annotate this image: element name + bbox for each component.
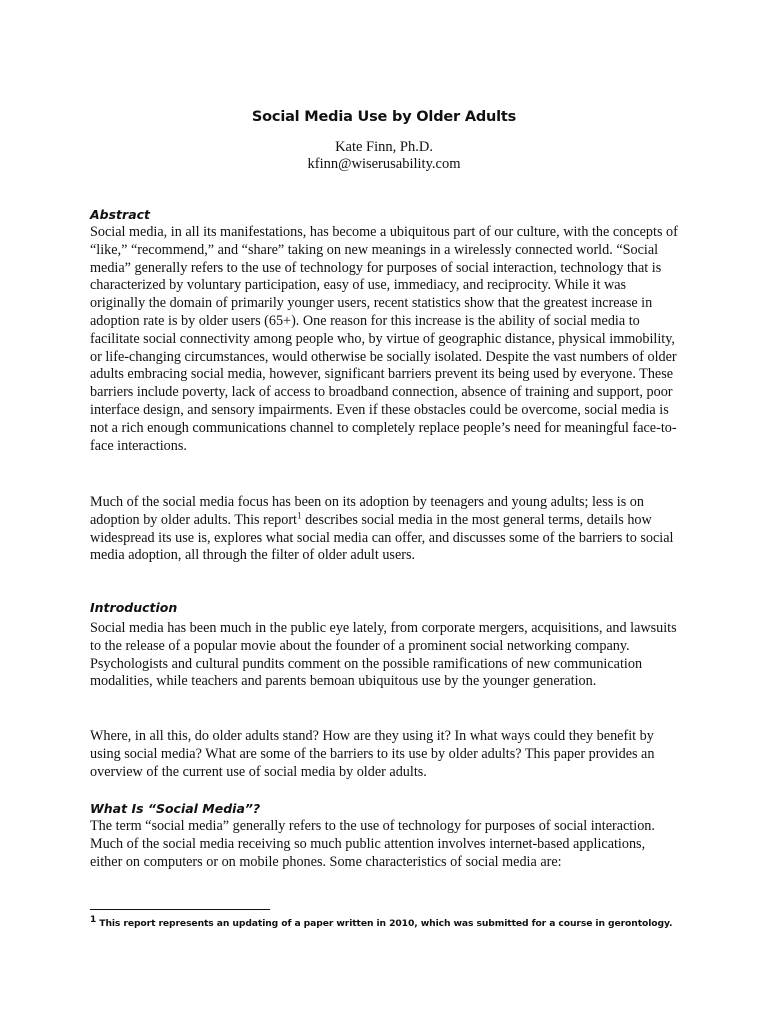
abstract-heading: Abstract — [90, 207, 151, 222]
abstract-paragraph-2 — [90, 494, 680, 565]
footnote-divider — [90, 909, 270, 910]
what-is-social-media-paragraph-text: The term “social media” generally refers to the use of technology for purposes of social interaction. Much of the social media receiving so much public attention involves internet-based applications, either on computers or on mobile phones. Some characteristics of social media are: — [90, 818, 655, 870]
footnote-reference: 1 — [297, 510, 302, 521]
abstract-paragraph-2-start: Much of the social media focus has been on its adoption by teenagers and young adults; less is on adoption by older adults. This report — [90, 494, 644, 528]
footnote-marker: 1 — [90, 914, 97, 925]
footnote-text: This report represents an updating of a paper written in 2010, which was submitted for a course in gerontology. — [96, 918, 673, 929]
author-name: Kate Finn, Ph.D. — [335, 139, 433, 155]
introduction-paragraph-1 — [90, 620, 680, 691]
abstract-paragraph-2-text — [90, 494, 680, 565]
document-title: Social Media Use by Older Adults — [251, 109, 517, 125]
abstract-paragraph-1-text: Social media, in all its manifestations, has become a ubiquitous part of our culture, with the concepts of “like,” “recommend,” and “share” taking on new meanings in a wirelessly connected world. “Social media” generally refers to the use of technology for purposes of social interaction, technology that is characterized by voluntary participation, easy of use, immediacy, and reciprocity. While it was originally the domain of primarily younger users, recent statistics show that the greatest increase in adoption rate is by older users (65+). One reason for this increase is the ability of social media to facilitate social connectivity among people who, by virtue of geographic distance, physical immobility, or life-changing circumstances, would otherwise be socially isolated. Despite the vast numbers of older adults embracing social media, however, significant barriers prevent its being used by everyone. These barriers include poverty, lack of access to broadband connection, absence of training and support, poor interface design, and sensory impairments. Even if these obstacles could be overcome, social media is not a rich enough communications channel to completely replace people’s need for meaningful face-to-face interactions. — [90, 224, 678, 454]
author-email: kfinn@wiserusability.com — [307, 156, 461, 172]
introduction-paragraph-2-text: Where, in all this, do older adults stand? How are they using it? In what ways could they benefit by using social media? What are some of the barriers to its use by older adults? This paper provides an overview of the current use of social media by older adults. — [90, 728, 655, 780]
introduction-paragraph-1-text: Social media has been much in the public eye lately, from corporate mergers, acquisitions, and lawsuits to the release of a popular movie about the founder of a prominent social networking company. Psychologists and cultural pundits comment on the possible ramifications of new communication modalities, while teachers and parents bemoan ubiquitous use by the younger generation. — [90, 620, 677, 690]
introduction-heading: Introduction — [90, 600, 178, 615]
what-is-social-media-heading: What Is “Social Media”? — [90, 801, 261, 816]
abstract-paragraph-1 — [90, 224, 680, 455]
abstract-paragraph-2-end: describes social media in the most general terms, details how widespread its use is, explores what social media can offer, and discusses some of the barriers to social media adoption, all through the filter of older adult users. — [90, 511, 674, 564]
introduction-paragraph-2 — [90, 728, 680, 781]
what-is-social-media-paragraph — [90, 818, 680, 871]
footnote — [90, 914, 690, 929]
